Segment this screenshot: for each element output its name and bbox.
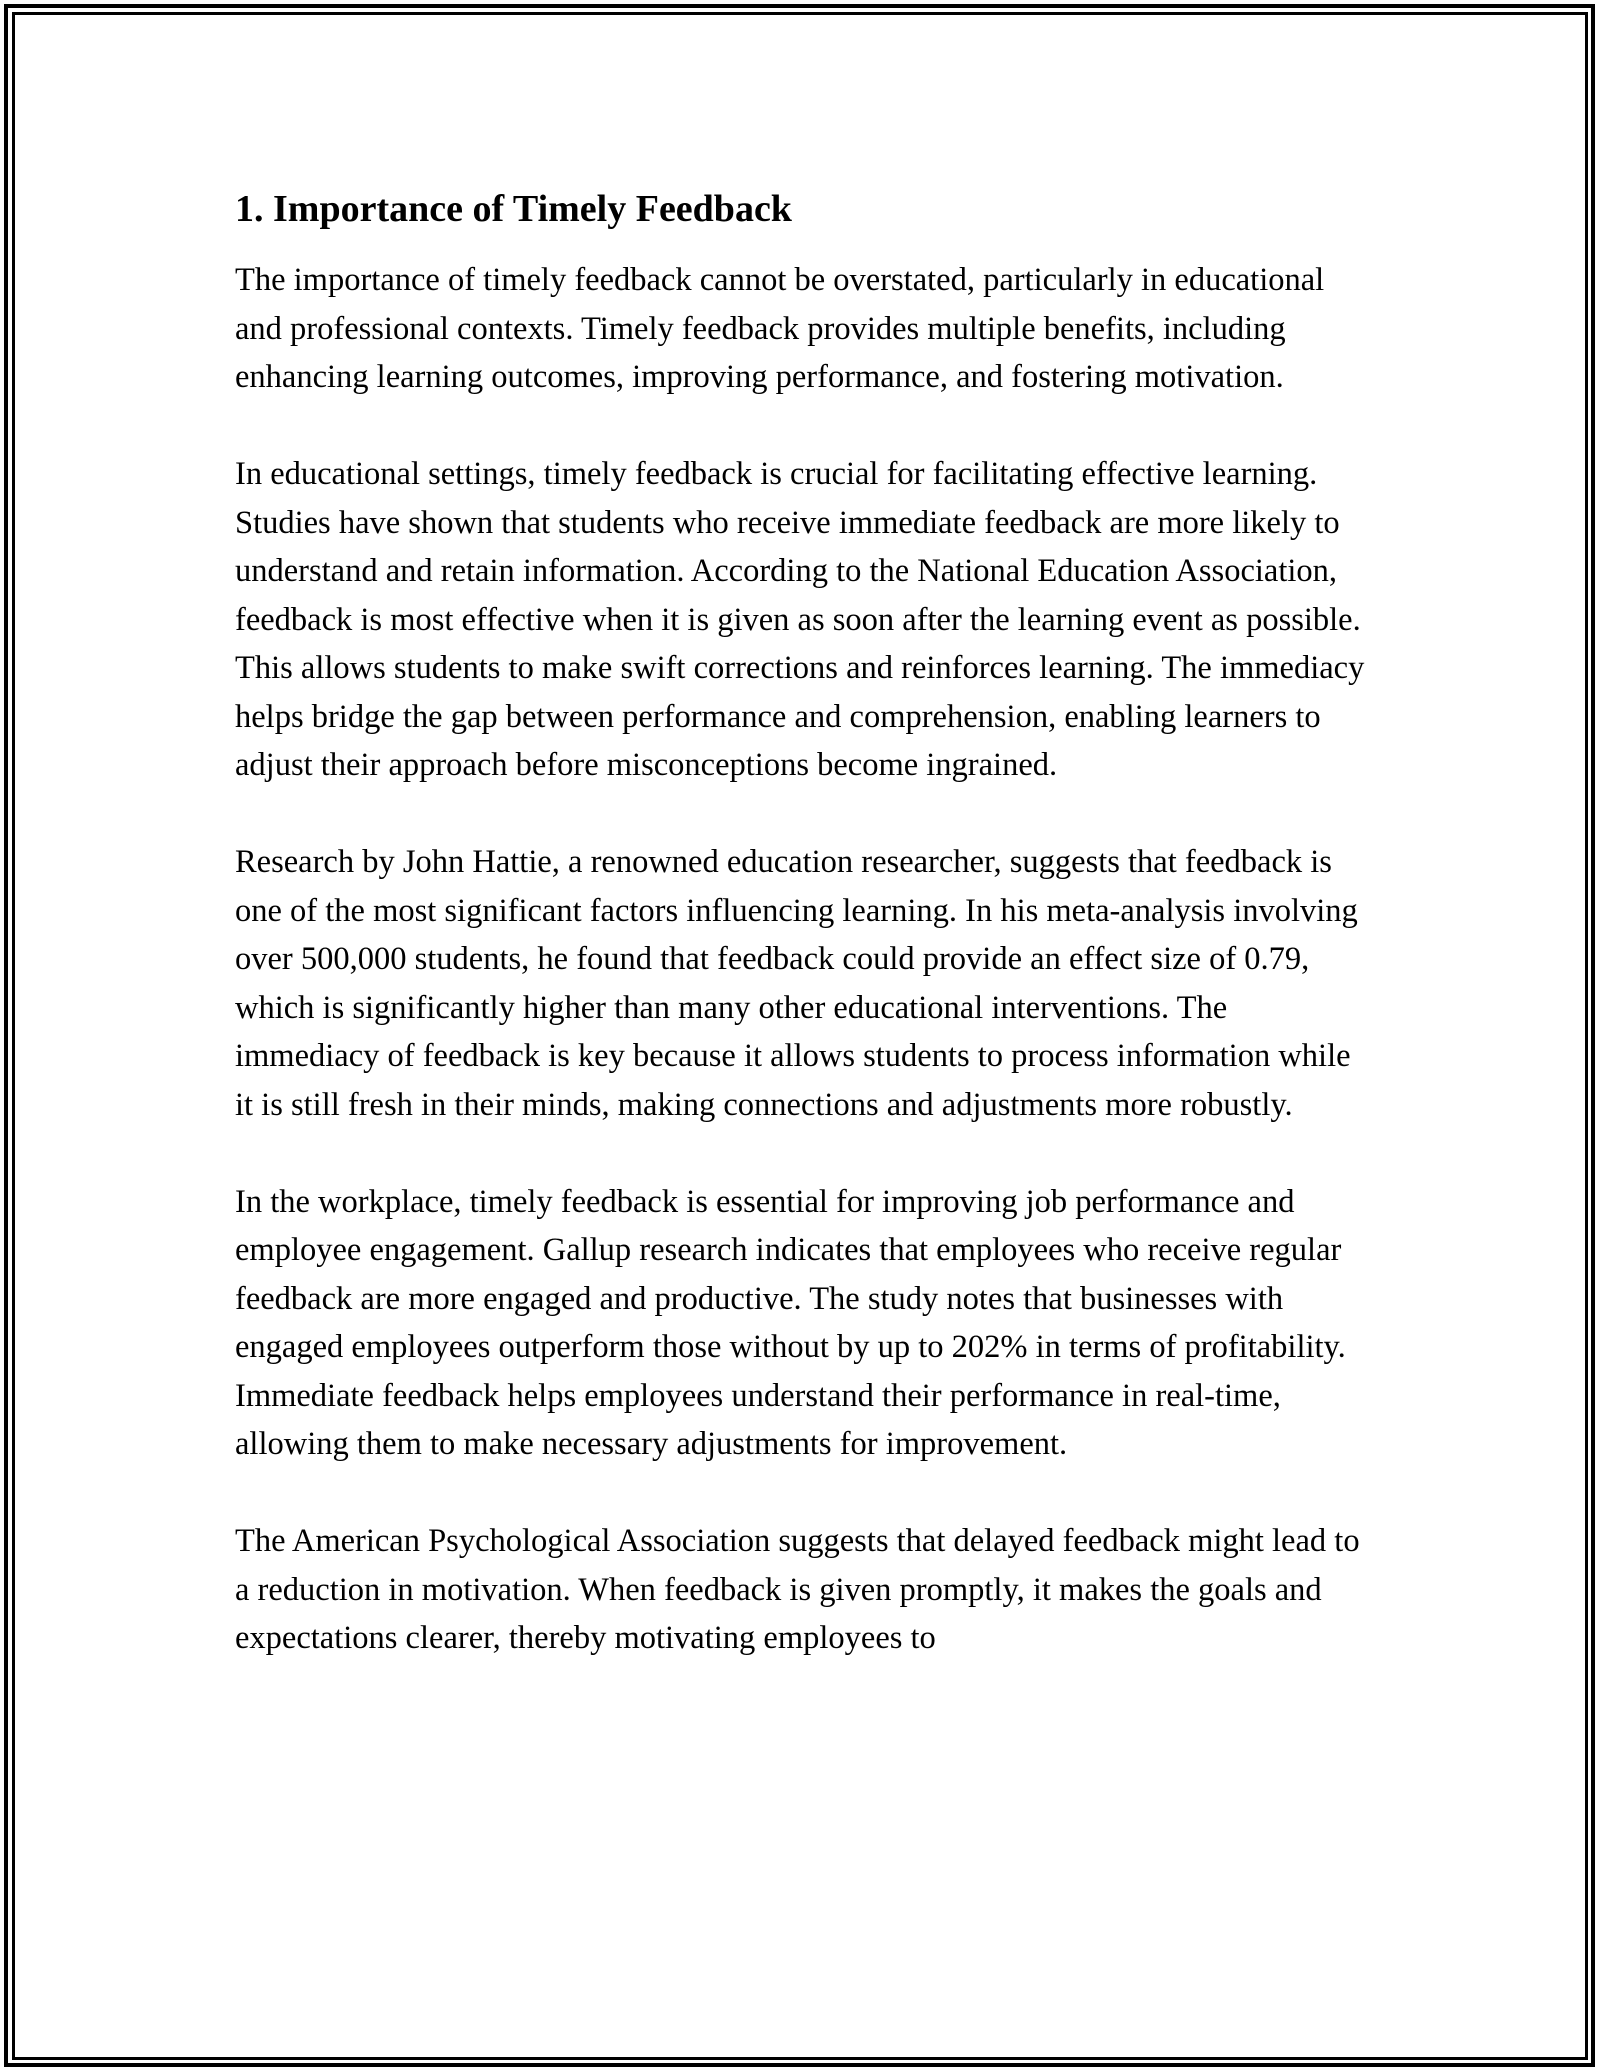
paragraph: Research by John Hattie, a renowned education researcher, suggests that feedback is one of the most significant factors influencing learning. In his meta-analysis involving over 500,000 students, he found that feedback could provide an effect size of 0.79, which is significantly higher than many other educational interventions. The immediacy of feedback is key because it allows students to process information while it is still fresh in their minds, making connections and adjustments more robustly.	[235, 844, 1358, 1123]
paragraph: In educational settings, timely feedback is crucial for facilitating effective learning. Studies have shown that students who receive immediate feedback are more likely to understand and retain information. According to the National Education Association, feedback is most effective when it is given as soon after the learning event as possible. This allows students to make swift corrections and reinforces learning. The immediacy helps bridge the gap between performance and comprehension, enabling learners to adjust their approach before misconceptions become ingrained.	[235, 456, 1365, 784]
section-title: 1. Importance of Timely Feedback	[235, 188, 792, 230]
paragraph: In the workplace, timely feedback is essential for improving job performance and employee engagement. Gallup research indicates that employees who receive regular feedback are more engaged and productive. The study notes that businesses with engaged employees outperform those without by up to 202% in terms of profitability. Immediate feedback helps employees understand their performance in real-time, allowing them to make necessary adjustments for improvement.	[235, 1183, 1346, 1463]
paragraph: The importance of timely feedback cannot be overstated, particularly in educational and professional contexts. Timely feedback provides multiple benefits, including enhancing learning outcomes, improving performance, and fostering motivation.	[235, 262, 1325, 396]
document-body	[235, 183, 1370, 1711]
paragraph: The American Psychological Association suggests that delayed feedback might lead to a reduction in motivation. When feedback is given promptly, it makes the goals and expectations clearer, thereby motivating employees to	[235, 1523, 1360, 1657]
